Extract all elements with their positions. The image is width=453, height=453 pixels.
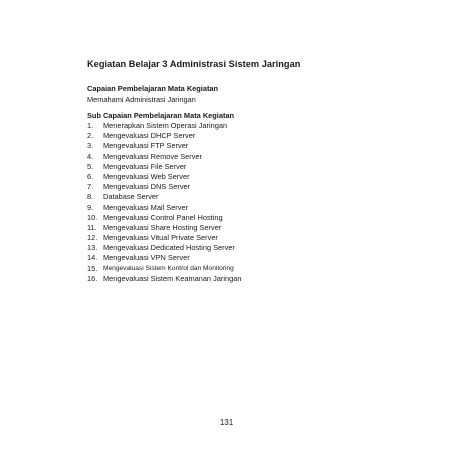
list-item-label: Mengevaluasi File Server bbox=[103, 161, 187, 171]
list-item bbox=[87, 253, 241, 263]
sub-capaian-heading: Sub Capaian Pembelajaran Mata Kegiatan bbox=[87, 111, 235, 120]
list-item-number: 1. bbox=[87, 121, 94, 130]
list-item-label: Mengevaluasi Vitual Private Server bbox=[103, 233, 218, 243]
capaian-text: Memahami Administrasi Jaringan bbox=[87, 95, 196, 104]
list-item-label: Mengevaluasi VPN Server bbox=[103, 253, 190, 263]
list-item bbox=[87, 131, 241, 141]
list-item-number: 14. bbox=[87, 253, 98, 263]
list-item-number: 11. bbox=[87, 222, 97, 232]
page-number: 131 bbox=[219, 418, 234, 427]
list-item-number: 7. bbox=[87, 182, 94, 192]
list-item bbox=[87, 172, 241, 182]
list-item-label: Mengevaluasi Mail Server bbox=[103, 202, 189, 212]
list-item-number: 13. bbox=[87, 243, 98, 253]
list-item-label: Mengevaluasi DNS Server bbox=[103, 182, 191, 192]
list-item-label: Mengevaluasi DHCP Server bbox=[103, 131, 196, 141]
chapter-title: Kegiatan Belajar 3 Administrasi Sistem Jaringan bbox=[87, 59, 301, 69]
list-item bbox=[87, 233, 241, 243]
list-item-number: 4. bbox=[87, 151, 94, 161]
list-item-number: 9. bbox=[87, 202, 94, 212]
list-item-number: 10. bbox=[87, 212, 98, 222]
list-item-label: Database Server bbox=[103, 192, 159, 202]
list-item-number: 16. bbox=[87, 273, 98, 283]
list-item bbox=[87, 192, 241, 202]
list-item bbox=[87, 274, 241, 284]
list-item bbox=[87, 213, 241, 223]
list-item bbox=[87, 223, 241, 233]
capaian-heading: Capaian Pembelajaran Mata Kegiatan bbox=[87, 84, 219, 93]
list-item-label: Mengevaluasi FTP Server bbox=[103, 141, 189, 151]
list-item bbox=[87, 121, 241, 131]
sub-capaian-list bbox=[87, 121, 241, 284]
list-item-label: Mengevaluasi Web Server bbox=[103, 171, 190, 181]
list-item-label: Mengevaluasi Sistem Keamanan Jaringan bbox=[103, 273, 242, 283]
list-item bbox=[87, 141, 241, 151]
list-item-number: 15. bbox=[87, 263, 98, 273]
list-item-label: Mengevaluasi Share Hosting Server bbox=[103, 222, 222, 232]
list-item-label: Mengevaluasi Control Panel Hosting bbox=[103, 212, 223, 222]
list-item bbox=[87, 182, 241, 192]
list-item-number: 8. bbox=[87, 192, 94, 202]
list-item-label: Mengevaluasi Dedicated Hosting Server bbox=[103, 243, 235, 253]
list-item-label: Mengevaluasi Remove Server bbox=[103, 151, 202, 161]
list-item-number: 6. bbox=[87, 171, 94, 181]
list-item-number: 3. bbox=[87, 141, 94, 151]
list-item bbox=[87, 162, 241, 172]
list-item bbox=[87, 203, 241, 213]
list-item bbox=[87, 152, 241, 162]
list-item bbox=[87, 243, 241, 253]
list-item bbox=[87, 264, 241, 274]
list-item-label: Menerapkan Sistem Operasi Jaringan bbox=[103, 121, 228, 130]
list-item-label: Mengevaluasi Sistem Kontrol dan Monitoring bbox=[103, 264, 234, 272]
list-item-number: 5. bbox=[87, 161, 94, 171]
list-item-number: 2. bbox=[87, 131, 94, 141]
list-item-number: 12. bbox=[87, 233, 98, 243]
